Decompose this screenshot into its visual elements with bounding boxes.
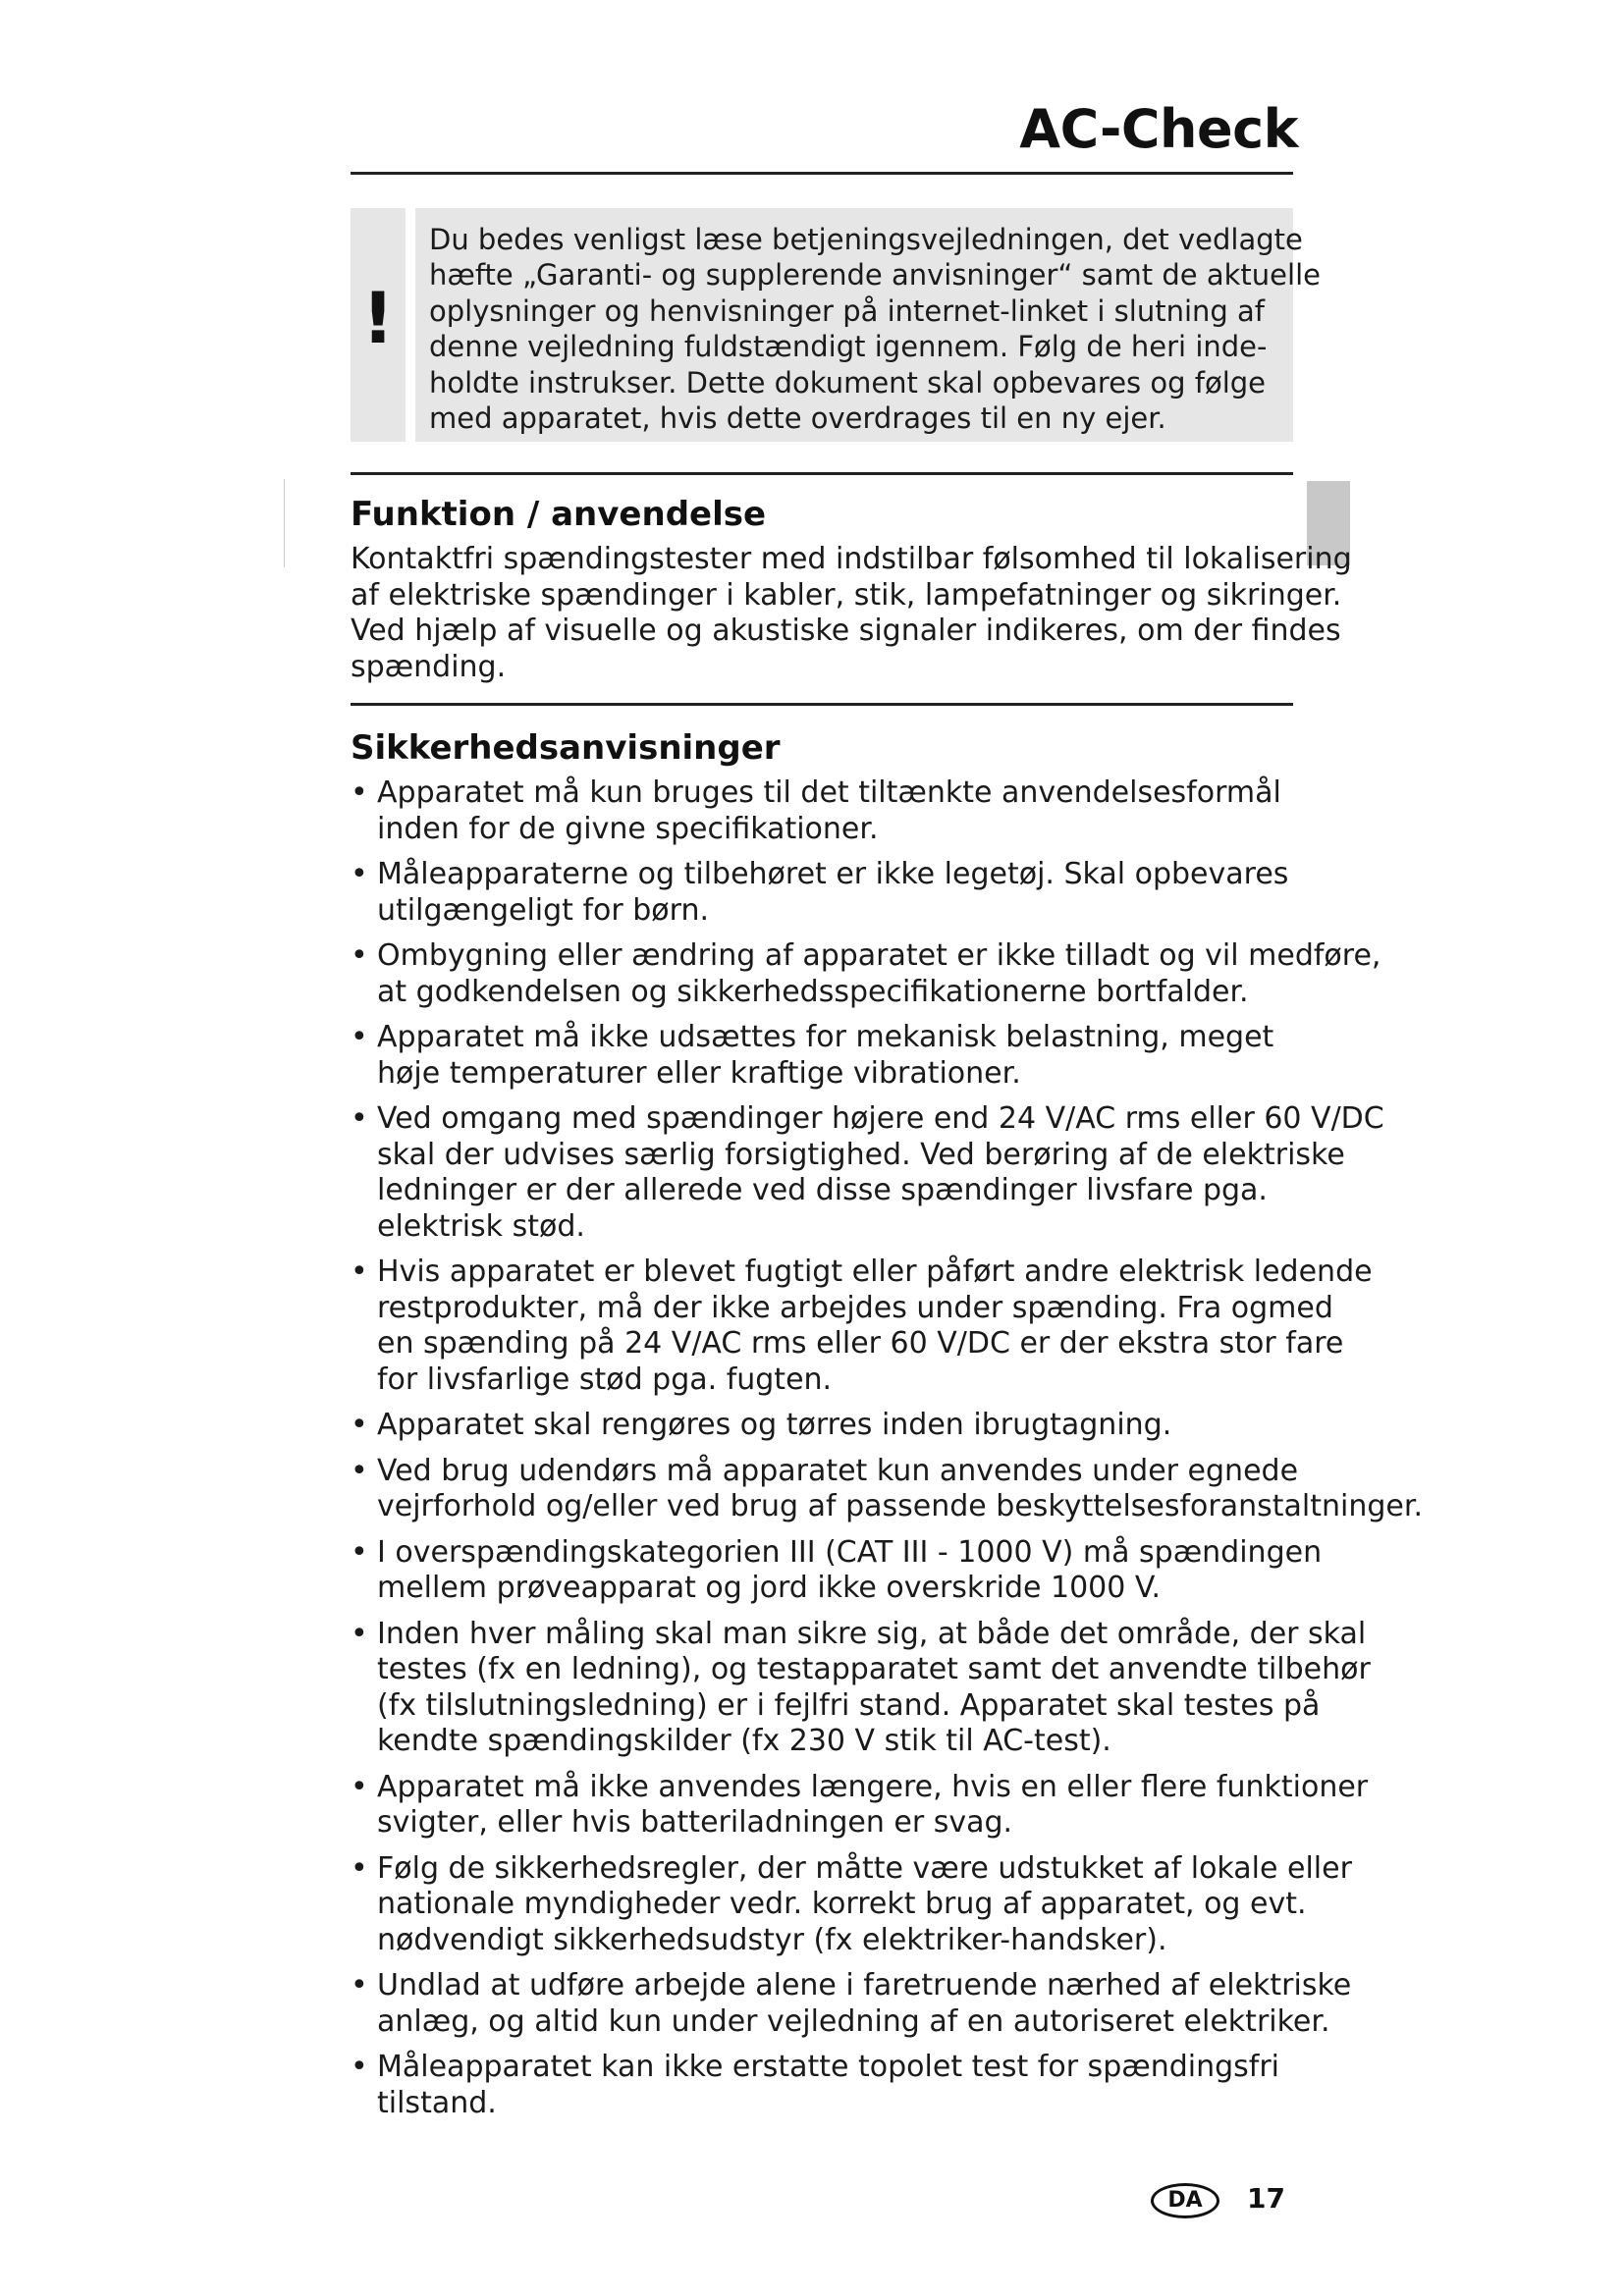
safety-bullet-list [351,775,1423,2131]
page-title: AC-Check [1019,98,1298,160]
bullet-dot-icon: • [351,1020,368,1054]
list-item-line: utilgængeligt for børn. [377,892,710,928]
list-item [351,857,1313,929]
function-paragraph [351,542,1352,685]
list-item [351,1616,1371,1760]
list-item-line: testes (fx en ledning), og testapparatet samt det anvendte tilbehør [377,1652,1371,1686]
list-item-line: høje temperaturer eller kraftige vibrationer. [377,1055,1021,1091]
title-divider [351,172,1293,175]
section-divider-safety [351,703,1293,706]
notice-line: hæfte „Garanti- og supplerende anvisninger“ samt de aktuelle [429,258,1321,293]
notice-line: oplysninger og henvisninger på internet-linket i slutning af [429,294,1266,328]
list-item-line: Ved brug udendørs må apparatet kun anvendes under egnede [377,1453,1299,1488]
bullet-dot-icon: • [351,1769,368,1804]
margin-marker [284,479,285,567]
bullet-dot-icon: • [351,938,368,973]
list-item [351,1453,1423,1525]
section-divider-function [351,472,1293,475]
function-heading: Funktion / anvendelse [351,495,767,534]
bullet-dot-icon: • [351,857,368,891]
exclamation-icon: ! [361,277,395,359]
list-item-line: Apparatet må ikke anvendes længere, hvis en eller flere funktioner [377,1769,1369,1804]
list-item-line: Følg de sikkerhedsregler, der måtte være udstukket af lokale eller [377,1850,1352,1886]
list-item-line: ledninger er der allerede ved disse spændinger livsfare pga. [377,1173,1268,1207]
list-item [351,1408,1313,1444]
bullet-dot-icon: • [351,1408,368,1442]
list-item-line: (fx tilslutningsledning) er i fejlfri stand. Apparatet skal testes på [377,1687,1321,1723]
bullet-dot-icon: • [351,1850,368,1886]
list-item-line: vejrforhold og/eller ved brug af passende beskyttelsesforanstaltninger. [377,1489,1423,1523]
function-line: af elektriske spændinger i kabler, stik, lampefatninger og sikringer. [351,577,1342,613]
notice-line: med apparatet, hvis dette overdrages til en ny ejer. [429,401,1166,436]
list-item [351,938,1381,1010]
notice-line: Du bedes venligst læse betjeningsvejledningen, det vedlagte [429,223,1303,256]
list-item [351,1101,1384,1245]
bullet-dot-icon: • [351,1255,368,1289]
list-item-line: mellem prøveapparat og jord ikke overskride 1000 V. [377,1571,1162,1605]
list-item-line: Ved omgang med spændinger højere end 24 V/AC rms eller 60 V/DC [377,1101,1384,1136]
list-item-line: Hvis apparatet er blevet fugtigt eller påført andre elektrisk ledende [377,1255,1373,1289]
list-item-line: Apparatet må kun bruges til det tiltænkte anvendelsesformål [377,775,1281,810]
notice-line: denne vejledning fuldstændigt igennem. Følg de heri inde- [429,330,1268,364]
list-item-line: restprodukter, må der ikke arbejdes under spænding. Fra ogmed [377,1290,1333,1325]
list-item-line: en spænding på 24 V/AC rms eller 60 V/DC er der ekstra stor fare [377,1326,1344,1361]
list-item [351,1020,1313,1092]
list-item-line: tilstand. [377,2085,497,2120]
page-number: 17 [1247,2182,1285,2215]
bullet-dot-icon: • [351,1534,368,1570]
list-item-line: Apparatet skal rengøres og tørres inden ibrugtagning. [377,1408,1172,1442]
list-item-line: Måleapparatet kan ikke erstatte topolet test for spændingsfri [377,2050,1279,2084]
list-item-line: at godkendelsen og sikkerhedsspecifikationerne bortfalder. [377,974,1249,1009]
list-item-line: nødvendigt sikkerhedsudstyr (fx elektriker-handsker). [377,1922,1167,1957]
function-line: Kontaktfri spændingstester med indstilbar følsomhed til lokalisering [351,542,1352,576]
list-item-line: I overspændingskategorien III (CAT III - 1000 V) må spændingen [377,1534,1323,1570]
list-item [351,1968,1352,2040]
bullet-dot-icon: • [351,1968,368,2002]
list-item-line: for livsfarlige stød pga. fugten. [377,1362,833,1397]
language-badge: DA [1151,2183,1219,2218]
notice-line: holdte instrukser. Dette dokument skal opbevares og følge [429,365,1267,400]
bullet-dot-icon: • [351,1453,368,1488]
list-item-line: skal der udvises særlig forsigtighed. Ved berøring af de elektriske [377,1137,1345,1172]
list-item-line: Ombygning eller ændring af apparatet er ikke tilladt og vil medføre, [377,938,1381,973]
bullet-dot-icon: • [351,775,368,810]
function-line: Ved hjælp af visuelle og akustiske signaler indikeres, om der findes [351,614,1341,648]
list-item-line: nationale myndigheder vedr. korrekt brug af apparatet, og evt. [377,1887,1307,1921]
list-item [351,1769,1369,1842]
list-item [351,1850,1352,1959]
safety-heading: Sikkerhedsanvisninger [351,728,781,768]
bullet-dot-icon: • [351,2050,368,2084]
bullet-dot-icon: • [351,1616,368,1651]
list-item [351,2050,1313,2121]
list-item [351,1534,1323,1607]
list-item-line: Måleapparaterne og tilbehøret er ikke legetøj. Skal opbevares [377,857,1289,891]
list-item-line: anlæg, og altid kun under vejledning af en autoriseret elektriker. [377,2003,1330,2039]
warning-icon-panel [351,208,406,442]
list-item [351,775,1313,847]
list-item-line: inden for de givne specifikationer. [377,811,879,846]
list-item-line: Inden hver måling skal man sikre sig, at både det område, der skal [377,1616,1367,1651]
list-item-line: Undlad at udføre arbejde alene i faretruende nærhed af elektriske [377,1968,1352,2002]
list-item-line: svigter, eller hvis batteriladningen er svag. [377,1805,1013,1840]
list-item-line: Apparatet må ikke udsættes for mekanisk belastning, meget [377,1020,1274,1054]
list-item [351,1255,1373,1398]
bullet-dot-icon: • [351,1101,368,1136]
list-item-line: kendte spændingskilder (fx 230 V stik til AC-test). [377,1724,1111,1758]
function-line: spænding. [351,649,507,684]
list-item-line: elektrisk stød. [377,1208,585,1244]
notice-box [415,208,1321,442]
